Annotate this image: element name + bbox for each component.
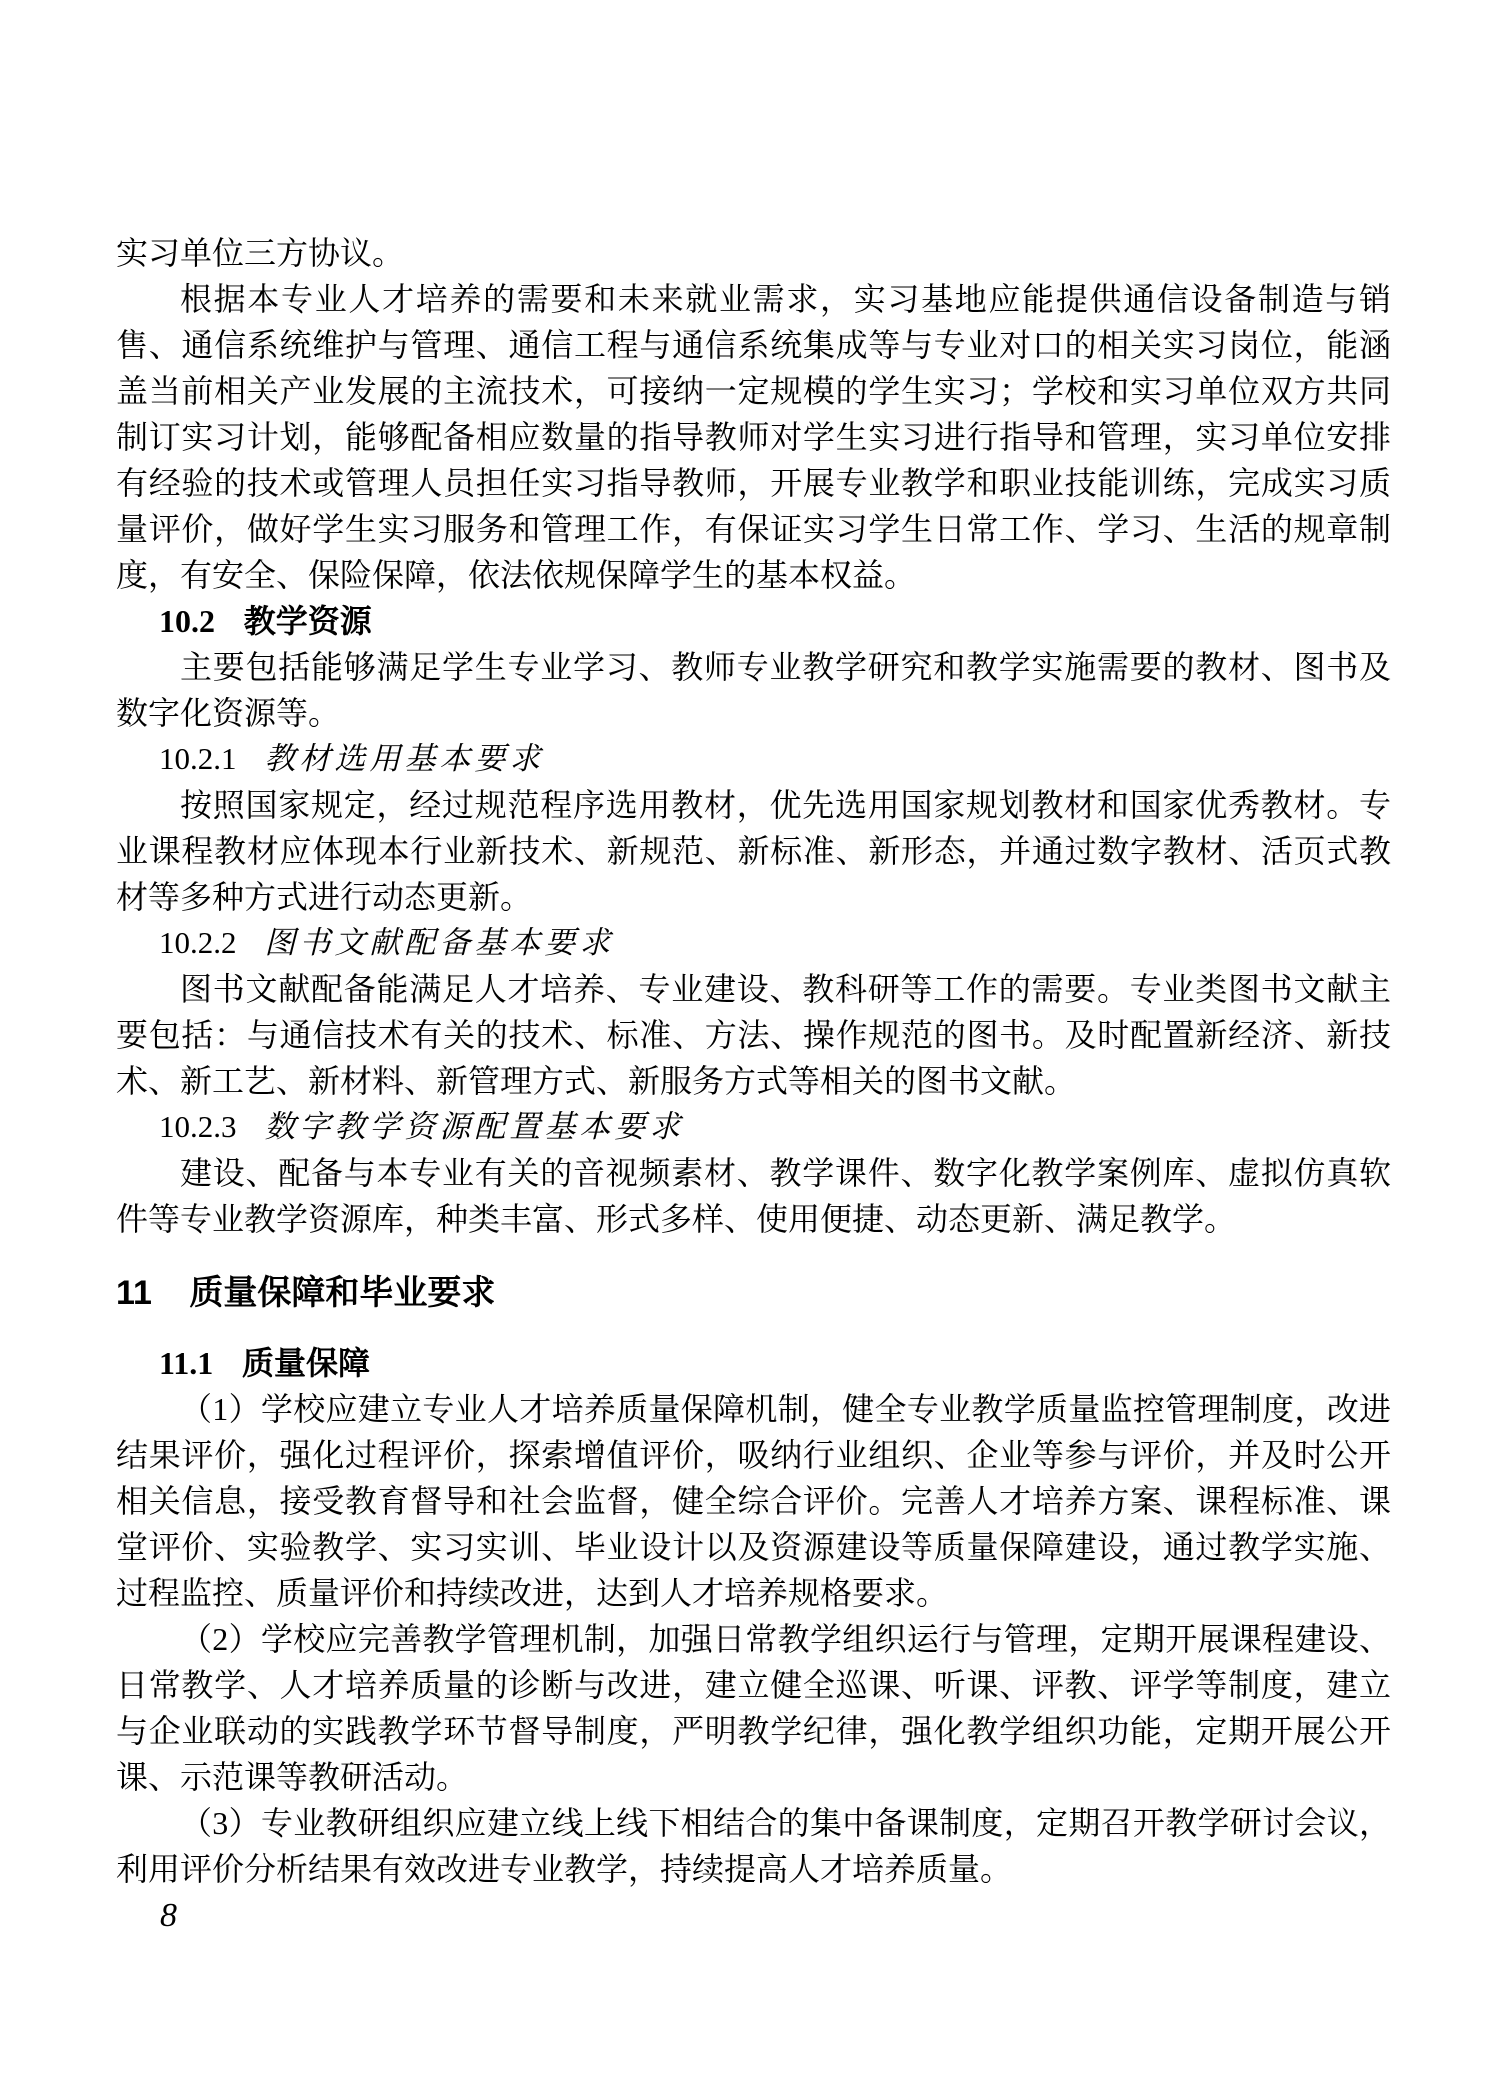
paragraph-digital-resources: 建设、配备与本专业有关的音视频素材、教学课件、数字化教学案例库、虚拟仿真软件等专业教学资源库，种类丰富、形式多样、使用便捷、动态更新、满足教学。 xyxy=(116,1155,1391,1237)
heading-number: 10.2.2 xyxy=(159,925,237,960)
paragraph-quality-assurance-2: （2）学校应完善教学管理机制，加强日常教学组织运行与管理，定期开展课程建设、日常教学、人才培养质量的诊断与改进，建立健全巡课、听课、评教、评学等制度，建立与企业联动的实践教学环节督导制度，严明教学纪律，强化教学组织功能，定期开展公开课、示范课等教研活动。 xyxy=(116,1621,1391,1795)
heading-number: 11 xyxy=(116,1274,152,1312)
paragraph-quality-assurance-3: （3）专业教研组织应建立线上线下相结合的集中备课制度，定期召开教学研讨会议，利用评价分析结果有效改进专业教学，持续提高人才培养质量。 xyxy=(116,1805,1391,1887)
heading-title: 图书文献配备基本要求 xyxy=(264,925,615,960)
heading-title: 教学资源 xyxy=(243,603,372,639)
heading-number: 10.2.1 xyxy=(159,741,237,776)
page-number: 8 xyxy=(160,1897,177,1934)
paragraph-quality-assurance-1: （1）学校应建立专业人才培养质量保障机制，健全专业教学质量监控管理制度，改进结果评价，强化过程评价，探索增值评价，吸纳行业组织、企业等参与评价，并及时公开相关信息，接受教育督导和社会监督，健全综合评价。完善人才培养方案、课程标准、课堂评价、实验教学、实习实训、毕业设计以及资源建设等质量保障建设，通过教学实施、过程监控、质量评价和持续改进，达到人才培养规格要求。 xyxy=(116,1391,1391,1611)
paragraph-teaching-resources-intro: 主要包括能够满足学生专业学习、教师专业教学研究和教学实施需要的教材、图书及数字化资源等。 xyxy=(116,649,1391,731)
paragraph-textbook-selection: 按照国家规定，经过规范程序选用教材，优先选用国家规划教材和国家优秀教材。专业课程教材应体现本行业新技术、新规范、新标准、新形态，并通过数字教材、活页式教材等多种方式进行动态更新。 xyxy=(116,787,1391,915)
paragraph-continuation: 实习单位三方协议。 xyxy=(116,235,405,271)
subsection-heading-10-2-2 xyxy=(116,920,1391,966)
heading-title: 质量保障和毕业要求 xyxy=(189,1274,496,1312)
heading-title: 教材选用基本要求 xyxy=(264,741,545,776)
subsection-heading-10-2-3 xyxy=(116,1104,1391,1150)
heading-number: 10.2.3 xyxy=(159,1109,237,1144)
chapter-heading-11 xyxy=(116,1268,1391,1318)
heading-number: 11.1 xyxy=(159,1345,214,1381)
heading-title: 质量保障 xyxy=(242,1345,371,1381)
subsection-heading-10-2-1 xyxy=(116,736,1391,782)
section-heading-11-1 xyxy=(116,1340,1391,1386)
heading-title: 数字教学资源配置基本要求 xyxy=(264,1109,685,1144)
section-heading-10-2 xyxy=(116,598,1391,644)
paragraph-internship-base: 根据本专业人才培养的需要和未来就业需求，实习基地应能提供通信设备制造与销售、通信系统维护与管理、通信工程与通信系统集成等与专业对口的相关实习岗位，能涵盖当前相关产业发展的主流技术，可接纳一定规模的学生实习；学校和实习单位双方共同制订实习计划，能够配备相应数量的指导教师对学生实习进行指导和管理，实习单位安排有经验的技术或管理人员担任实习指导教师，开展专业教学和职业技能训练，完成实习质量评价，做好学生实习服务和管理工作，有保证实习学生日常工作、学习、生活的规章制度，有安全、保险保障，依法依规保障学生的基本权益。 xyxy=(116,281,1391,593)
paragraph-library-literature: 图书文献配备能满足人才培养、专业建设、教科研等工作的需要。专业类图书文献主要包括：与通信技术有关的技术、标准、方法、操作规范的图书。及时配置新经济、新技术、新工艺、新材料、新管理方式、新服务方式等相关的图书文献。 xyxy=(116,971,1391,1099)
heading-number: 10.2 xyxy=(159,603,215,639)
